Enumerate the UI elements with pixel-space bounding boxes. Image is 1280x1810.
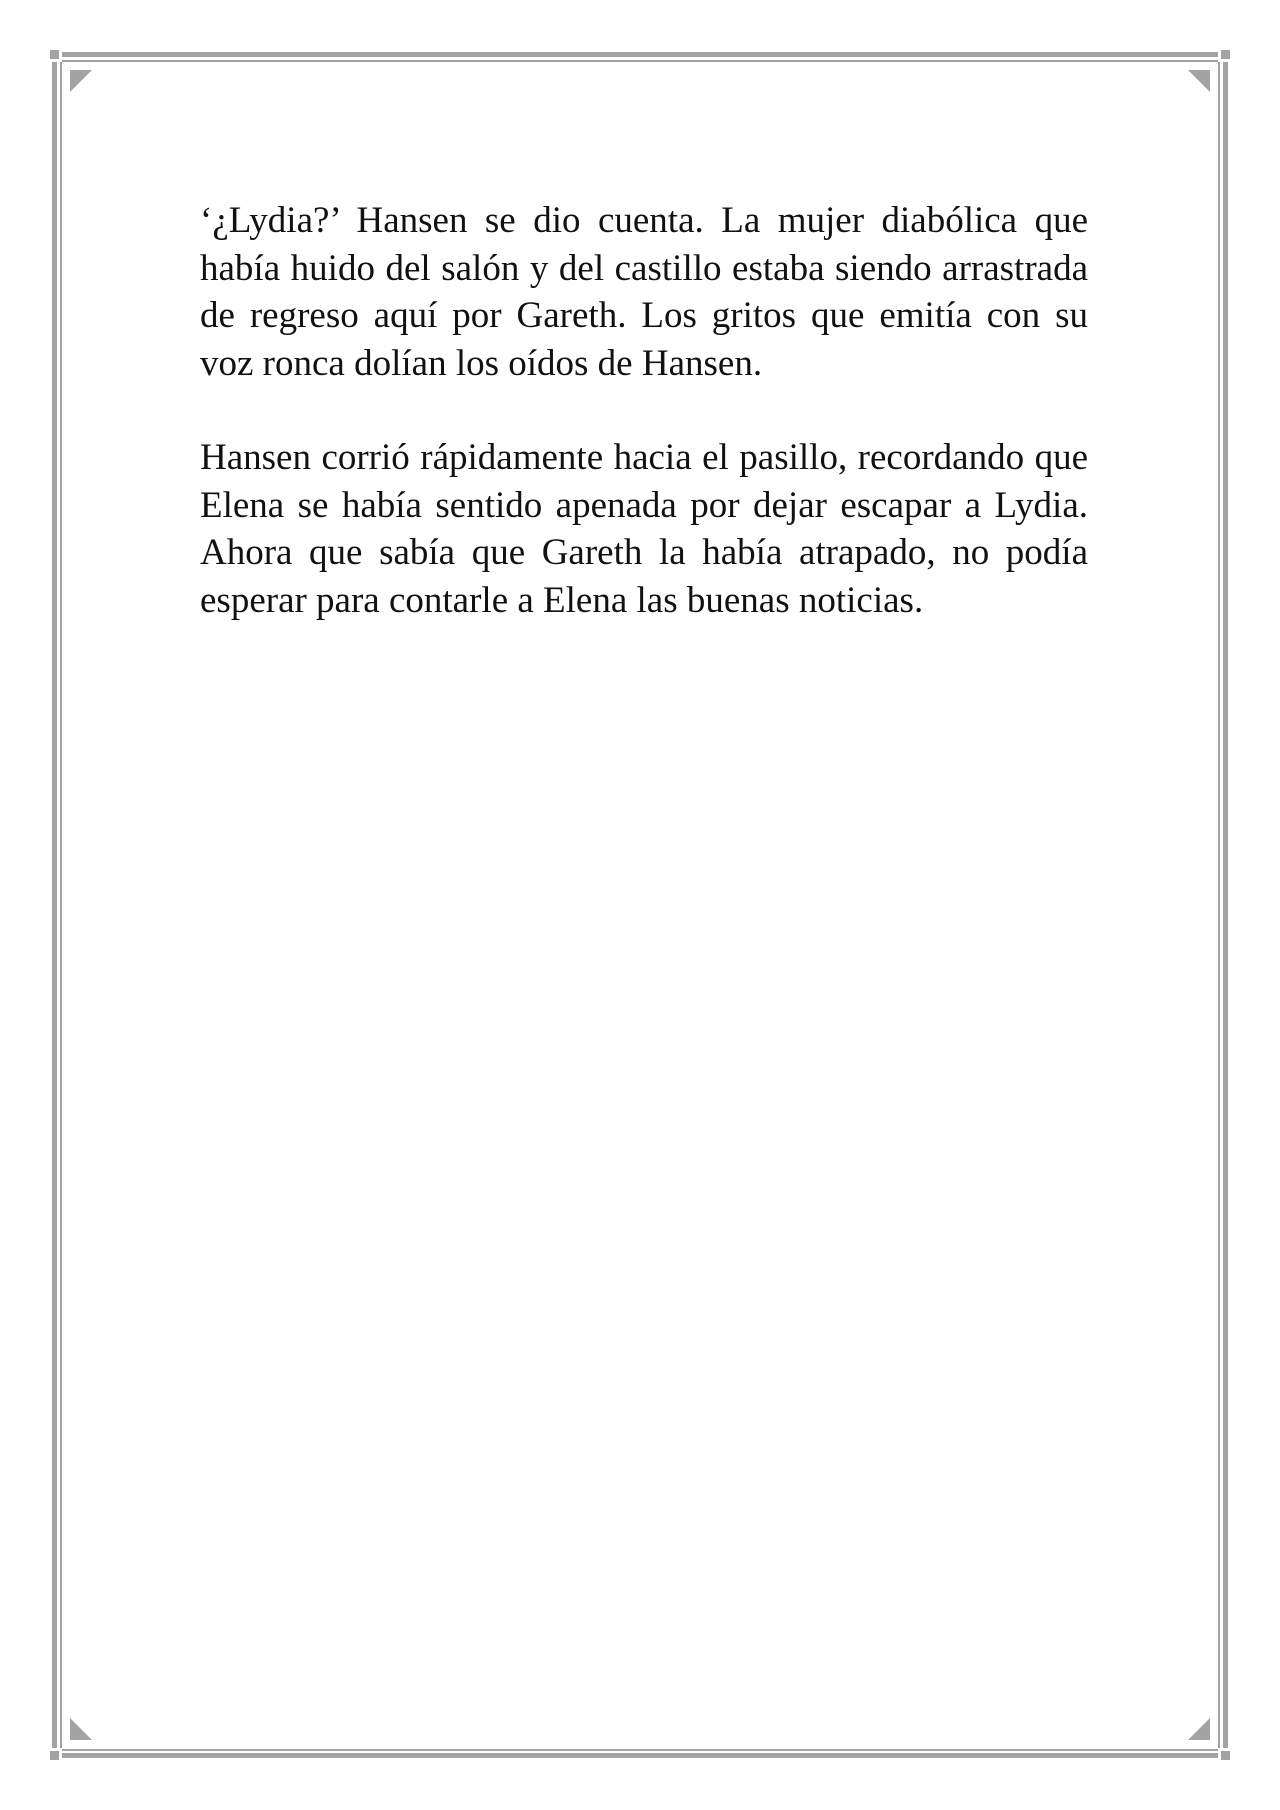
paragraph-2: Hansen corrió rápidamente hacia el pasillo, recordando que Elena se había sentido apenada por dejar escapar a Lydia. Ahora que sabía que Gareth la había atrapado, no podía esperar para contarle a Elena las buenas noticias. [200,437,1088,621]
body-text [200,197,1088,671]
paragraph-1: ‘¿Lydia?’ Hansen se dio cuenta. La mujer diabólica que había huido del salón y del castillo estaba siendo arrastrada de regreso aquí por Gareth. Los gritos que emitía con su voz ronca dolían los oídos de Hansen. [200,200,1088,384]
